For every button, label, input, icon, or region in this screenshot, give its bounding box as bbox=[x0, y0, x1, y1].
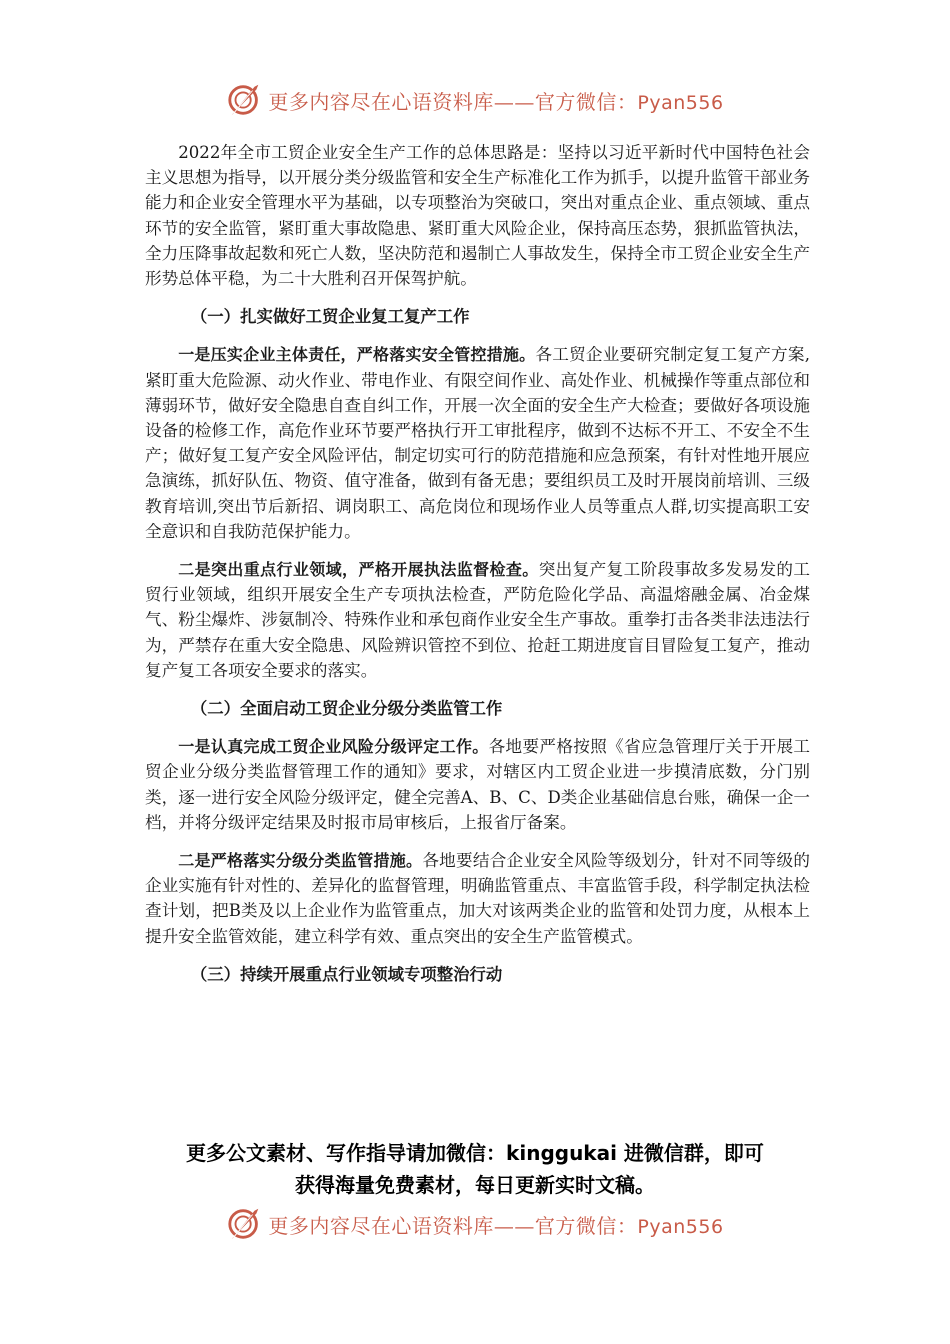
section-1-heading: （一）扎实做好工贸企业复工复产工作 bbox=[190, 307, 470, 327]
section-3-heading: （三）持续开展重点行业领域专项整治行动 bbox=[190, 964, 503, 984]
paragraph-lead: 一是压实企业主体责任，严格落实安全管控措施。 bbox=[178, 345, 536, 365]
quill-logo-icon bbox=[226, 81, 264, 119]
promo-text bbox=[120, 1137, 830, 1201]
section-2-heading: （二）全面启动工贸企业分级分类监管工作 bbox=[190, 699, 503, 719]
intro-paragraph: 2022年全市工贸企业安全生产工作的总体思路是：坚持以习近平新时代中国特色社会主义思想为指导，以开展分类分级监管和安全生产标准化工作为抓手，以提升监管干部业务能力和企业安全管理水平为基础，以专项整治为突破口，突出对重点企业、重点领域、重点环节的安全监管，紧盯重大事故隐患、紧盯重大风险企业，保持高压态势，狠抓监管执法，全力压降事故起数和死亡人数，坚决防范和遏制亡人事故发生，保持全市工贸企业安全生产形势总体平稳，为二十大胜利召开保驾护航。 bbox=[145, 143, 810, 289]
paragraph-body: 突出复产复工阶段事故多发易发的工贸行业领域，组织开展安全生产专项执法检查，严防危险化学品、高温熔融金属、冶金煤气、粉尘爆炸、涉氨制冷、特殊作业和承包商作业安全生产事故。重拳打击各类非法违法行为，严禁存在重大安全隐患、风险辨识管控不到位、抢赶工期进度盲目冒险复工复产，推动复产复工各项安全要求的落实。 bbox=[145, 560, 810, 680]
banner-text: 更多内容尽在心语资料库——官方微信：Pyan556 bbox=[268, 1213, 724, 1238]
section-1-paragraph-1 bbox=[145, 342, 810, 544]
document-body bbox=[145, 140, 810, 1000]
paragraph-body: 各地要结合企业安全风险等级划分，针对不同等级的企业实施有针对性的、差异化的监督管理，明确监管重点、丰富监管手段，科学制定执法检查计划，把B类及以上企业作为监管重点，加大对该两类企业的监管和处罚力度，从根本上提升安全监管效能，建立科学有效、重点突出的安全生产监管模式。 bbox=[145, 851, 810, 946]
paragraph-body: 各工贸企业要研究制定复工复产方案,紧盯重大危险源、动火作业、带电作业、有限空间作业、高处作业、机械操作等重点部位和薄弱环节，做好安全隐患自查自纠工作，开展一次全面的安全生产大检查；要做好各项设施设备的检修工作，高危作业环节要严格执行开工审批程序，做到不达标不开工、不安全不生产；做好复工复产安全风险评估，制定切实可行的防范措施和应急预案，有针对性地开展应急演练，抓好队伍、物资、值守准备，做到有备无患；要组织员工及时开展岗前培训、三级教育培训,突出节后新招、调岗职工、高危岗位和现场作业人员等重点人群,切实提高职工安全意识和自我防范保护能力。 bbox=[145, 345, 810, 541]
paragraph-body: 各地要严格按照《省应急管理厅关于开展工贸企业分级分类监督管理工作的通知》要求，对辖区内工贸企业进一步摸清底数，分门别类，逐一进行安全风险分级评定，健全完善A、B、C、D类企业基础信息台账，确保一企一档，并将分级评定结果及时报市局审核后，上报省厅备案。 bbox=[145, 737, 810, 832]
paragraph-lead: 二是严格落实分级分类监管措施。 bbox=[178, 851, 423, 871]
quill-logo-icon bbox=[226, 1205, 264, 1243]
paragraph-lead: 二是突出重点行业领域，严格开展执法监督检查。 bbox=[178, 560, 539, 580]
section-2-paragraph-1 bbox=[145, 734, 810, 835]
promo-line-1: 更多公文素材、写作指导请加微信：kinggukai 进微信群，即可 bbox=[186, 1141, 764, 1165]
bottom-banner bbox=[0, 1204, 950, 1244]
promo-line-2: 获得海量免费素材，每日更新实时文稿。 bbox=[295, 1173, 655, 1197]
paragraph-lead: 一是认真完成工贸企业风险分级评定工作。 bbox=[178, 737, 489, 757]
top-banner bbox=[0, 80, 950, 120]
banner-text: 更多内容尽在心语资料库——官方微信：Pyan556 bbox=[268, 89, 724, 114]
section-2-paragraph-2 bbox=[145, 848, 810, 949]
section-1-paragraph-2 bbox=[145, 557, 810, 683]
